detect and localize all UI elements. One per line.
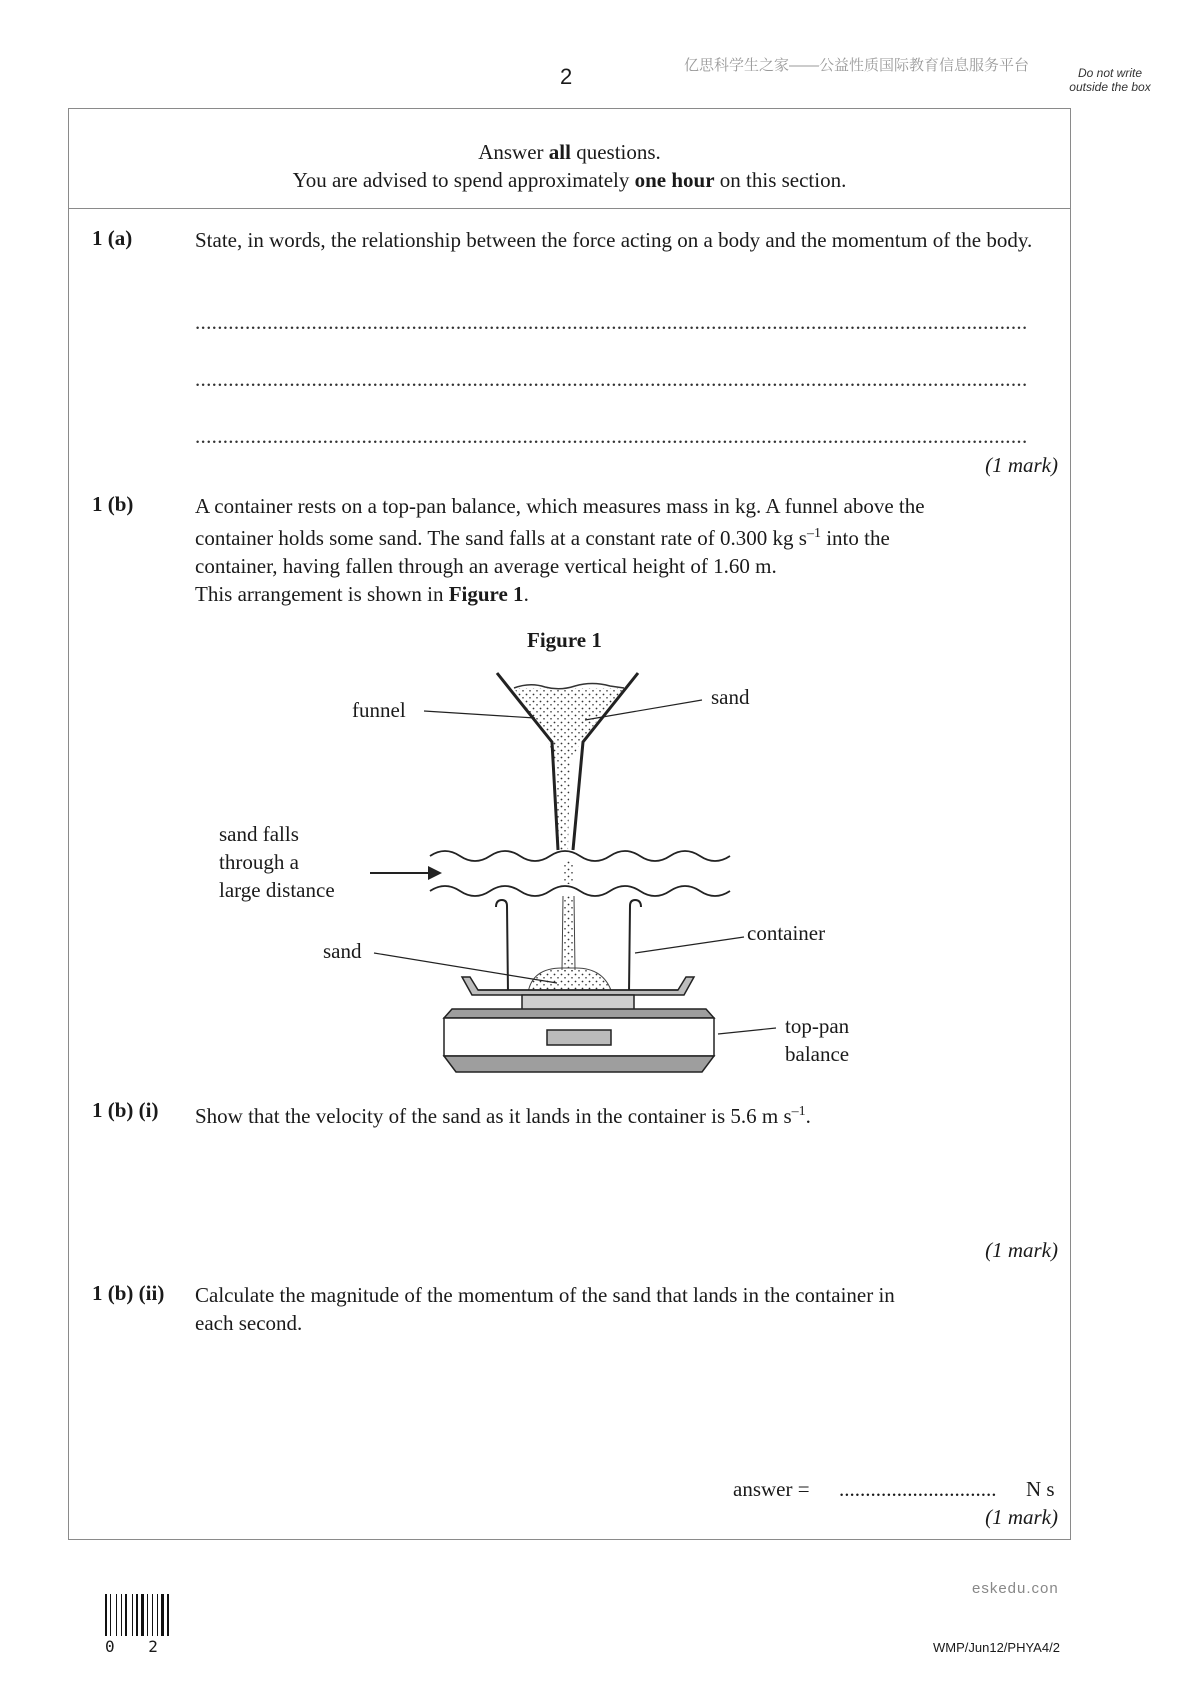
question-1b-number: 1 (b)	[92, 492, 134, 516]
question-1bi-mark: (1 mark)	[985, 1238, 1058, 1262]
question-1bi-number: 1 (b) (i)	[92, 1098, 159, 1122]
balance-shape	[444, 977, 714, 1072]
question-1a-text: State, in words, the relationship between the force acting on a body and the momentum of the body.	[195, 228, 1033, 252]
question-1bi-text: Show that the velocity of the sand as it lands in the container is 5.6 m $s^{-1}$.	[195, 1104, 811, 1128]
question-1a-mark: (1 mark)	[985, 453, 1058, 477]
answer-label: answer =	[733, 1477, 810, 1501]
instruction-line-2: You are advised to spend approximately one hour on this section.	[292, 168, 847, 192]
answer-unit: N s	[1026, 1477, 1055, 1501]
question-1bii-text: Calculate the magnitude of the momentum of the sand that lands in the container in each second.	[195, 1283, 895, 1335]
break-lines	[430, 851, 730, 896]
label-container: container	[747, 921, 826, 945]
barcode-digits: 0 2	[105, 1637, 170, 1656]
question-1bii-mark: (1 mark)	[985, 1505, 1058, 1529]
question-1a-number: 1 (a)	[92, 226, 133, 250]
question-1bii-number: 1 (b) (ii)	[92, 1281, 165, 1305]
barcode-icon	[105, 1594, 177, 1636]
instruction-line-1: Answer all questions.	[478, 140, 661, 164]
label-sand-bottom: sand	[323, 939, 362, 963]
answer-line-3[interactable]: ......................................................................................................................................................	[195, 424, 1028, 448]
watermark: 亿思科学生之家——公益性质国际教育信息服务平台	[684, 57, 1030, 74]
label-top-pan-balance: top-pan balance	[785, 1014, 850, 1066]
footer-site: eskedu.con	[972, 1580, 1059, 1597]
page-number: 2	[560, 64, 573, 89]
answer-line-1[interactable]: ......................................................................................................................................................	[195, 310, 1028, 334]
answer-field[interactable]: ..............................	[839, 1477, 997, 1501]
footer-code: WMP/Jun12/PHYA4/2	[933, 1640, 1060, 1655]
label-sand-falls: sand falls through a large distance	[219, 822, 335, 902]
funnel-shape	[497, 673, 638, 850]
label-funnel: funnel	[352, 698, 406, 722]
falling-sand-stream	[562, 860, 575, 971]
question-1b-text: A container rests on a top-pan balance, which measures mass in kg. A funnel above the container holds some sand. The sand falls at a constant rate of 0.300 kg $s^{-1}$ into the container, having fallen through an average vertical height of 1.60 m. This arrangement is shown in Figure 1.	[195, 494, 925, 606]
margin-note: Do not write outside the box	[1069, 66, 1151, 94]
label-sand-top: sand	[711, 685, 750, 709]
figure-title: Figure 1	[527, 628, 602, 652]
arrow	[370, 866, 442, 880]
answer-line-2[interactable]: ......................................................................................................................................................	[195, 367, 1028, 391]
